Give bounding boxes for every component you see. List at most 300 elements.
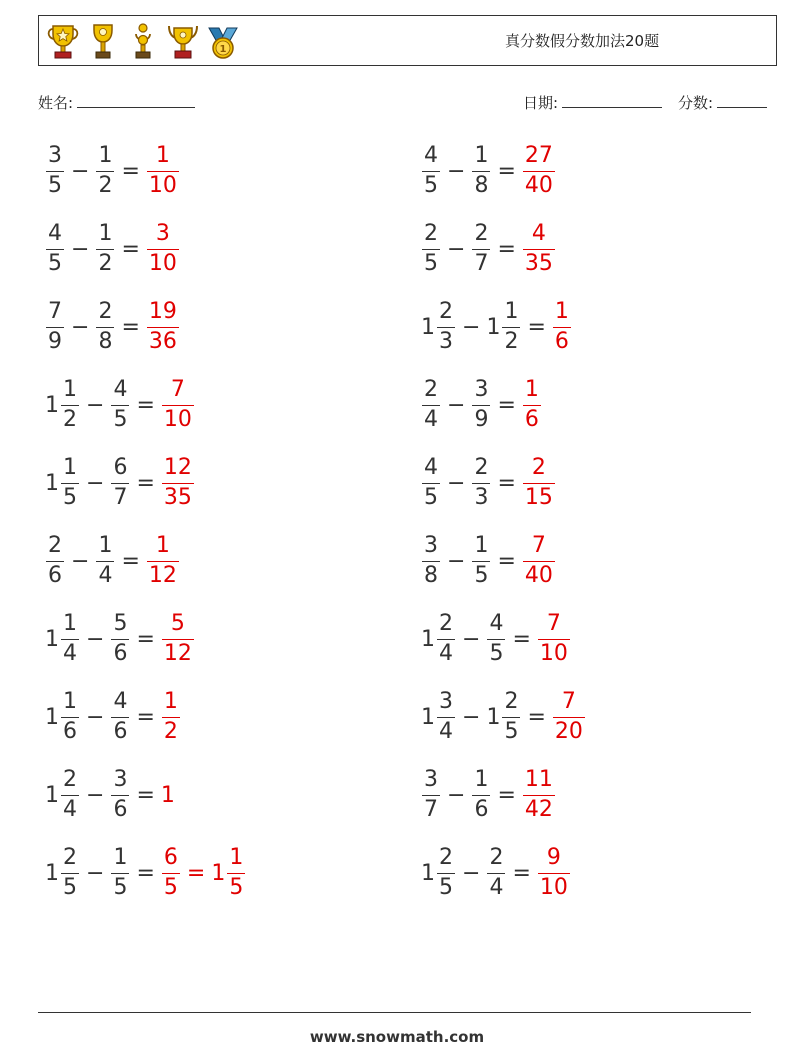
operand-b-numerator: 2 xyxy=(474,454,489,480)
operand-a-fraction-bar xyxy=(46,249,64,251)
minus-sign: − xyxy=(462,860,481,886)
operand-b-fraction-bar xyxy=(472,483,490,485)
answer-part-fraction xyxy=(523,220,555,277)
minus-sign: − xyxy=(71,158,90,184)
operand-a-denominator: 4 xyxy=(424,407,438,433)
answer-part-fraction-bar xyxy=(162,873,180,875)
operand-b-fraction-bar xyxy=(111,873,129,875)
operand-b-fraction xyxy=(96,298,114,355)
answer xyxy=(146,532,180,589)
minus-sign: − xyxy=(71,548,90,574)
answer-part-denominator: 20 xyxy=(554,719,583,745)
answer-part-denominator: 40 xyxy=(524,173,553,199)
answer-part-fraction-bar xyxy=(523,405,541,407)
operand-b-numerator: 2 xyxy=(504,688,519,714)
answer-part-numerator: 1 xyxy=(524,376,539,402)
problem-2 xyxy=(421,136,556,206)
answer-part-denominator: 10 xyxy=(163,407,192,433)
answer xyxy=(161,454,195,511)
answer-part-numerator: 3 xyxy=(155,220,170,246)
operand-b-numerator: 1 xyxy=(98,220,113,246)
answer xyxy=(522,220,556,277)
answer-part-numerator: 9 xyxy=(546,844,561,870)
operand-a-whole: 1 xyxy=(421,626,435,652)
operand-b-numerator: 5 xyxy=(113,610,128,636)
equals-sign: = xyxy=(497,392,516,418)
equals-sign: = xyxy=(497,782,516,808)
operand-a-denominator: 7 xyxy=(424,797,438,823)
operand-a-fraction xyxy=(437,298,455,355)
trophy-laurel-icon xyxy=(165,20,201,64)
worksheet-title: 真分数假分数加法20题 xyxy=(505,32,660,50)
answer-part-fraction-bar xyxy=(538,639,570,641)
operand-a-whole: 1 xyxy=(45,470,59,496)
answer-part-fraction-bar xyxy=(147,249,179,251)
operand-b-denominator: 9 xyxy=(474,407,489,433)
answer-part-fraction xyxy=(523,532,555,589)
operand-b-fraction-bar xyxy=(487,873,505,875)
answer-part-denominator: 10 xyxy=(539,875,568,901)
operand-b-fraction-bar xyxy=(502,327,520,329)
equals-sign: = xyxy=(121,158,140,184)
operand-b-fraction-bar xyxy=(111,795,129,797)
answer xyxy=(146,142,180,199)
minus-sign: − xyxy=(447,782,466,808)
operand-a-numerator: 2 xyxy=(439,844,453,870)
operand-a-fraction-bar xyxy=(422,171,440,173)
problem-1 xyxy=(45,136,180,206)
operand-b-numerator: 1 xyxy=(98,142,113,168)
operand-b-fraction xyxy=(111,376,129,433)
operand-a-fraction xyxy=(61,454,79,511)
operand-a-fraction-bar xyxy=(437,717,455,719)
operand-b-numerator: 3 xyxy=(474,376,489,402)
equals-sign: = xyxy=(527,704,546,730)
operand-a-denominator: 5 xyxy=(63,485,77,511)
operand-a-denominator: 6 xyxy=(48,563,62,589)
operand-b-fraction-bar xyxy=(472,405,490,407)
answer-part-denominator: 12 xyxy=(148,563,177,589)
problem-10 xyxy=(421,448,556,518)
answer-part-numerator: 2 xyxy=(531,454,546,480)
operand-a-numerator: 1 xyxy=(63,454,77,480)
operand-a-fraction xyxy=(422,376,440,433)
worksheet-header xyxy=(38,15,777,66)
answer-part-fraction-bar xyxy=(162,405,194,407)
problem-15 xyxy=(45,682,181,752)
answer-part-numerator: 12 xyxy=(163,454,192,480)
answer xyxy=(522,454,556,511)
minus-sign: − xyxy=(86,782,105,808)
operand-a-fraction-bar xyxy=(422,795,440,797)
date-blank[interactable] xyxy=(562,93,662,108)
operand-b-fraction xyxy=(111,454,129,511)
answer xyxy=(552,688,586,745)
operand-b-fraction xyxy=(502,688,520,745)
operand-b-fraction-bar xyxy=(111,405,129,407)
operand-a-fraction-bar xyxy=(61,639,79,641)
operand-b-fraction xyxy=(96,142,114,199)
operand-a-denominator: 4 xyxy=(439,719,453,745)
name-label: 姓名: xyxy=(38,94,74,112)
answer xyxy=(552,298,572,355)
equals-sign: = xyxy=(136,470,155,496)
minus-sign: − xyxy=(447,158,466,184)
problem-4 xyxy=(421,214,556,284)
operand-a-fraction xyxy=(422,454,440,511)
operand-a-fraction-bar xyxy=(422,405,440,407)
answer-part-fraction-bar xyxy=(553,327,571,329)
answer-part-fraction-bar xyxy=(538,873,570,875)
operand-b-fraction-bar xyxy=(487,639,505,641)
operand-b-numerator: 2 xyxy=(98,298,113,324)
score-field[interactable] xyxy=(678,92,767,113)
operand-a-fraction xyxy=(422,220,440,277)
answer-part-denominator: 10 xyxy=(148,251,177,277)
answer-part-numerator: 7 xyxy=(531,532,546,558)
operand-b-numerator: 1 xyxy=(474,532,489,558)
equals-sign: = xyxy=(136,392,155,418)
operand-a-fraction-bar xyxy=(437,327,455,329)
operand-a-denominator: 4 xyxy=(63,797,77,823)
operand-b-fraction-bar xyxy=(472,795,490,797)
answer-part-numerator: 6 xyxy=(163,844,178,870)
answer xyxy=(522,532,556,589)
operand-a-fraction xyxy=(61,610,79,667)
date-label: 日期: xyxy=(523,94,559,112)
operand-a-numerator: 2 xyxy=(63,844,77,870)
answer-part-denominator: 35 xyxy=(524,251,553,277)
answer-part-fraction-bar xyxy=(523,795,555,797)
score-label: 分数: xyxy=(678,94,714,112)
operand-a-fraction-bar xyxy=(422,561,440,563)
operand-a-numerator: 7 xyxy=(48,298,62,324)
answer-part-numerator: 1 xyxy=(229,844,244,870)
problem-19 xyxy=(45,838,246,908)
answer-part-fraction-bar xyxy=(523,171,555,173)
answer-part-numerator: 4 xyxy=(531,220,546,246)
operand-b-fraction xyxy=(487,844,505,901)
answer-part-numerator: 1 xyxy=(163,688,178,714)
minus-sign: − xyxy=(86,704,105,730)
answer-part-fraction xyxy=(523,376,541,433)
answer-part-whole: 1 xyxy=(160,782,175,808)
operand-b-fraction xyxy=(111,844,129,901)
minus-sign: − xyxy=(447,470,466,496)
minus-sign: − xyxy=(71,314,90,340)
answer-part-numerator: 27 xyxy=(524,142,553,168)
operand-a-fraction xyxy=(422,532,440,589)
answer-part-fraction xyxy=(553,298,571,355)
operand-b-numerator: 4 xyxy=(113,688,128,714)
answer-part-denominator: 35 xyxy=(163,485,192,511)
answer-part-denominator: 42 xyxy=(524,797,553,823)
medal-first-icon xyxy=(205,20,241,64)
operand-b-denominator: 7 xyxy=(474,251,489,277)
answer xyxy=(522,766,556,823)
operand-a-fraction xyxy=(61,844,79,901)
problem-3 xyxy=(45,214,180,284)
answer-part-numerator: 7 xyxy=(546,610,561,636)
operand-a-numerator: 3 xyxy=(439,688,453,714)
operand-a-denominator: 5 xyxy=(48,251,62,277)
answer-part-fraction-bar xyxy=(523,249,555,251)
operand-b-denominator: 8 xyxy=(98,329,113,355)
equals-sign: = xyxy=(497,548,516,574)
equals-sign: = xyxy=(136,626,155,652)
operand-a-fraction xyxy=(437,688,455,745)
operand-a-numerator: 2 xyxy=(424,220,438,246)
operand-a-numerator: 2 xyxy=(63,766,77,792)
operand-a-whole: 1 xyxy=(421,704,435,730)
operand-b-fraction-bar xyxy=(472,561,490,563)
minus-sign: − xyxy=(86,860,105,886)
operand-a-numerator: 3 xyxy=(48,142,62,168)
operand-b-fraction xyxy=(472,142,490,199)
operand-a-fraction xyxy=(46,142,64,199)
answer-part-denominator: 10 xyxy=(539,641,568,667)
answer-part-fraction xyxy=(162,844,180,901)
trophy-icons xyxy=(45,20,241,64)
answer xyxy=(522,142,556,199)
answer-part-denominator: 36 xyxy=(148,329,177,355)
answer-part-fraction-bar xyxy=(147,561,179,563)
operand-b-numerator: 1 xyxy=(98,532,113,558)
answer xyxy=(537,844,571,901)
operand-a-fraction-bar xyxy=(61,483,79,485)
operand-a-fraction xyxy=(61,376,79,433)
score-blank[interactable] xyxy=(717,93,767,108)
operand-a-fraction xyxy=(422,766,440,823)
equals-sign: = xyxy=(512,860,531,886)
operand-b-numerator: 2 xyxy=(489,844,504,870)
operand-b-fraction xyxy=(472,532,490,589)
equals-sign: = xyxy=(497,158,516,184)
operand-a-whole: 1 xyxy=(45,626,59,652)
answer-part-denominator: 40 xyxy=(524,563,553,589)
equals-sign: = xyxy=(136,704,155,730)
answer-part-fraction-bar xyxy=(523,561,555,563)
name-blank[interactable] xyxy=(77,93,195,108)
operand-b-numerator: 4 xyxy=(489,610,504,636)
operand-a-numerator: 1 xyxy=(63,610,77,636)
operand-b-fraction-bar xyxy=(96,327,114,329)
operand-a-denominator: 5 xyxy=(424,485,438,511)
answer-part-fraction-bar xyxy=(162,717,180,719)
equals-sign: = xyxy=(121,236,140,262)
problem-13 xyxy=(45,604,195,674)
operand-a-fraction-bar xyxy=(46,171,64,173)
operand-a-denominator: 5 xyxy=(439,875,453,901)
operand-a-whole: 1 xyxy=(45,782,59,808)
operand-a-numerator: 3 xyxy=(424,532,438,558)
operand-a-denominator: 4 xyxy=(439,641,453,667)
answer-part-denominator: 6 xyxy=(524,407,539,433)
answer xyxy=(161,844,246,901)
operand-b-numerator: 1 xyxy=(504,298,519,324)
answer-part-numerator: 5 xyxy=(170,610,185,636)
operand-b-denominator: 2 xyxy=(98,173,113,199)
operand-b-fraction-bar xyxy=(502,717,520,719)
answer-part-numerator: 1 xyxy=(155,532,170,558)
operand-a-whole: 1 xyxy=(45,704,59,730)
operand-a-fraction-bar xyxy=(422,249,440,251)
operand-b-fraction-bar xyxy=(96,561,114,563)
equals-sign: = xyxy=(497,236,516,262)
operand-a-fraction-bar xyxy=(46,561,64,563)
operand-a-fraction-bar xyxy=(437,873,455,875)
operand-b-denominator: 4 xyxy=(489,875,504,901)
operand-b-denominator: 6 xyxy=(113,641,128,667)
trophy-figure-icon xyxy=(125,20,161,64)
problem-20 xyxy=(421,838,571,908)
answer-part-fraction xyxy=(147,220,179,277)
answer-part-fraction-bar xyxy=(553,717,585,719)
operand-a-fraction-bar xyxy=(61,873,79,875)
minus-sign: − xyxy=(447,548,466,574)
minus-sign: − xyxy=(71,236,90,262)
answer xyxy=(161,688,181,745)
problem-16 xyxy=(421,682,586,752)
operand-a-whole: 1 xyxy=(421,860,435,886)
answer-part-fraction xyxy=(147,298,179,355)
operand-b-denominator: 5 xyxy=(504,719,519,745)
operand-b-numerator: 2 xyxy=(474,220,489,246)
operand-a-whole: 1 xyxy=(45,392,59,418)
answer-part-denominator: 2 xyxy=(163,719,178,745)
answer-part-numerator: 1 xyxy=(155,142,170,168)
problem-18 xyxy=(421,760,556,830)
operand-a-whole: 1 xyxy=(45,860,59,886)
operand-a-whole: 1 xyxy=(421,314,435,340)
operand-a-numerator: 4 xyxy=(48,220,62,246)
answer-part-numerator: 7 xyxy=(170,376,185,402)
operand-a-denominator: 6 xyxy=(63,719,77,745)
operand-a-fraction-bar xyxy=(61,717,79,719)
operand-a-denominator: 8 xyxy=(424,563,438,589)
operand-a-denominator: 5 xyxy=(48,173,62,199)
operand-b-denominator: 5 xyxy=(489,641,504,667)
answer-part-fraction xyxy=(553,688,585,745)
name-field[interactable] xyxy=(38,92,195,113)
problem-12 xyxy=(421,526,556,596)
operand-b-denominator: 7 xyxy=(113,485,128,511)
operand-b-numerator: 4 xyxy=(113,376,128,402)
operand-b-fraction-bar xyxy=(472,249,490,251)
operand-a-fraction xyxy=(46,298,64,355)
answer-part-fraction xyxy=(162,454,194,511)
answer-part-fraction-bar xyxy=(147,171,179,173)
problem-7 xyxy=(45,370,195,440)
answer xyxy=(522,376,542,433)
answer-part-denominator: 12 xyxy=(163,641,192,667)
trophy-star-icon xyxy=(45,20,81,64)
operand-a-denominator: 9 xyxy=(48,329,62,355)
problem-17 xyxy=(45,760,176,830)
answer-part-denominator: 5 xyxy=(229,875,244,901)
answer-part-fraction-bar xyxy=(162,483,194,485)
operand-b-denominator: 4 xyxy=(98,563,113,589)
operand-b-fraction-bar xyxy=(472,171,490,173)
answer xyxy=(537,610,571,667)
operand-a-numerator: 1 xyxy=(63,688,77,714)
operand-b-denominator: 5 xyxy=(113,875,128,901)
operand-a-fraction-bar xyxy=(422,483,440,485)
minus-sign: − xyxy=(462,314,481,340)
answer-equals-sign: = xyxy=(186,860,206,886)
problem-9 xyxy=(45,448,195,518)
answer-part-denominator: 6 xyxy=(554,329,569,355)
operand-b-fraction xyxy=(111,610,129,667)
answer-part-fraction xyxy=(538,844,570,901)
operand-a-denominator: 5 xyxy=(424,173,438,199)
operand-b-denominator: 5 xyxy=(113,407,128,433)
operand-b-denominator: 6 xyxy=(113,797,128,823)
operand-b-fraction-bar xyxy=(96,249,114,251)
answer-part-fraction xyxy=(147,142,179,199)
operand-b-fraction xyxy=(502,298,520,355)
equals-sign: = xyxy=(512,626,531,652)
answer-part-fraction xyxy=(162,610,194,667)
minus-sign: − xyxy=(86,470,105,496)
footer-site: www.snowmath.com xyxy=(309,1028,485,1046)
answer-part-fraction xyxy=(538,610,570,667)
operand-a-numerator: 2 xyxy=(48,532,62,558)
answer-part-fraction-bar xyxy=(227,873,245,875)
operand-a-denominator: 5 xyxy=(424,251,438,277)
operand-b-fraction xyxy=(472,766,490,823)
answer-part-denominator: 10 xyxy=(148,173,177,199)
operand-a-fraction-bar xyxy=(437,639,455,641)
equals-sign: = xyxy=(527,314,546,340)
operand-a-fraction xyxy=(437,844,455,901)
operand-a-numerator: 4 xyxy=(424,142,438,168)
operand-a-numerator: 2 xyxy=(424,376,438,402)
operand-b-denominator: 5 xyxy=(474,563,489,589)
operand-b-fraction xyxy=(487,610,505,667)
answer-part-numerator: 11 xyxy=(524,766,553,792)
minus-sign: − xyxy=(86,392,105,418)
operand-b-fraction xyxy=(472,454,490,511)
operand-b-denominator: 8 xyxy=(474,173,489,199)
operand-b-fraction xyxy=(472,376,490,433)
equals-sign: = xyxy=(497,470,516,496)
operand-a-denominator: 2 xyxy=(63,407,77,433)
operand-b-fraction-bar xyxy=(111,483,129,485)
answer xyxy=(161,783,176,808)
operand-b-numerator: 1 xyxy=(474,766,489,792)
minus-sign: − xyxy=(462,704,481,730)
answer-part-fraction xyxy=(227,844,245,901)
answer-part-fraction xyxy=(162,376,194,433)
operand-a-fraction xyxy=(437,610,455,667)
answer-part-numerator: 7 xyxy=(561,688,576,714)
operand-b-fraction-bar xyxy=(111,639,129,641)
date-field[interactable] xyxy=(523,92,662,113)
operand-b-numerator: 3 xyxy=(113,766,128,792)
equals-sign: = xyxy=(136,860,155,886)
answer-part-fraction xyxy=(162,688,180,745)
equals-sign: = xyxy=(136,782,155,808)
minus-sign: − xyxy=(86,626,105,652)
operand-a-numerator: 1 xyxy=(63,376,77,402)
operand-a-fraction xyxy=(61,766,79,823)
operand-b-denominator: 2 xyxy=(98,251,113,277)
answer-part-fraction-bar xyxy=(147,327,179,329)
operand-b-denominator: 2 xyxy=(504,329,519,355)
operand-b-fraction xyxy=(111,688,129,745)
operand-a-fraction-bar xyxy=(61,795,79,797)
